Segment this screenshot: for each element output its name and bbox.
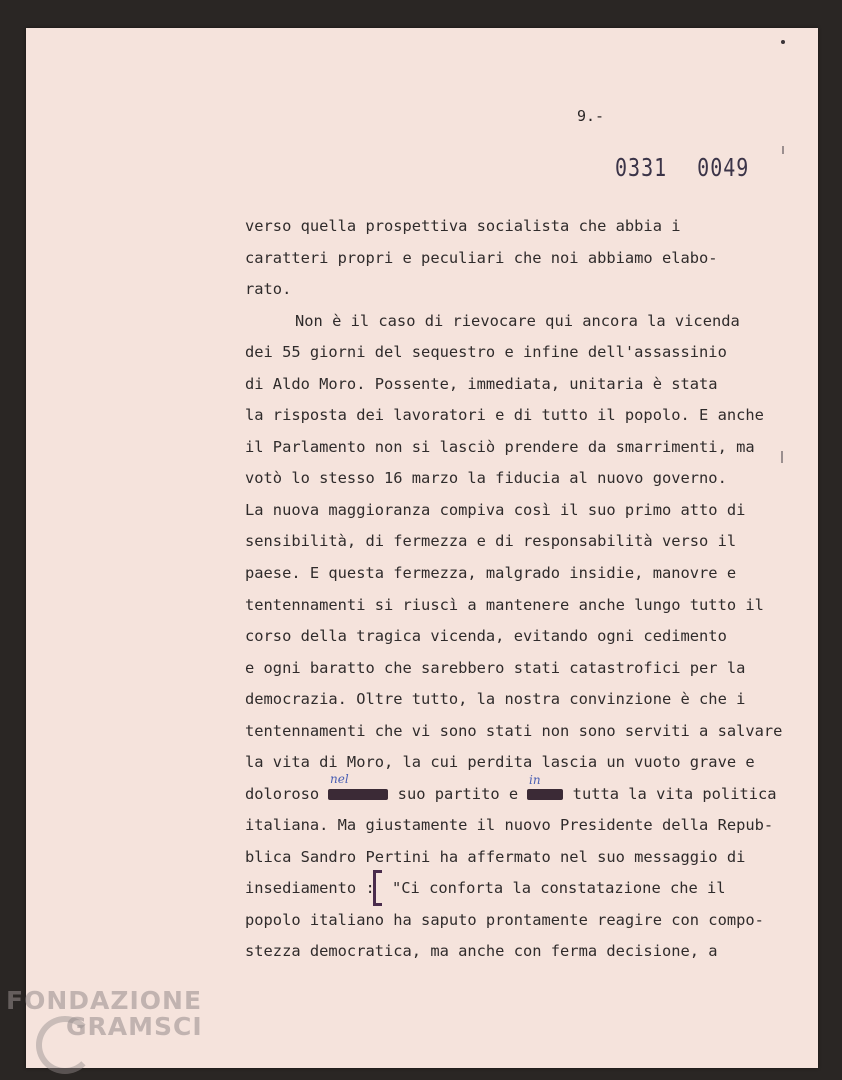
watermark-line: FONDAZIONE [6, 986, 203, 1015]
text-line: di Aldo Moro. Possente, immediata, unitaria è stata [245, 375, 718, 393]
text-line: sensibilità, di fermezza e di responsabilità verso il [245, 532, 737, 550]
handwritten-correction: in [529, 773, 541, 787]
archive-code-part: 0049 [697, 152, 750, 182]
text-line: dei 55 giorni del sequestro e infine dell'assassinio [245, 343, 727, 361]
redaction-mark [328, 789, 388, 800]
text-line: il Parlamento non si lasciò prendere da smarrimenti, ma [245, 438, 755, 456]
text-segment: "Ci conforta la constatazione che il [392, 879, 726, 897]
text-line: caratteri propri e peculiari che noi abbiamo elabo- [245, 249, 718, 267]
text-line: Non è il caso di rievocare qui ancora la vicenda [295, 312, 740, 330]
text-line: democrazia. Oltre tutto, la nostra convinzione è che i [245, 690, 746, 708]
page-number: 9.- [577, 107, 605, 125]
text-segment: tutta la vita politica [563, 785, 777, 803]
text-segment: suo partito e [388, 785, 528, 803]
archive-code-part: 0331 [615, 152, 668, 182]
text-line [245, 784, 777, 804]
text-line: popolo italiano ha saputo prontamente reagire con compo- [245, 911, 764, 929]
text-line: tentennamenti si riuscì a mantenere anche lungo tutto il [245, 596, 764, 614]
watermark [6, 988, 203, 1040]
text-line: paese. E questa fermezza, malgrado insidie, manovre e [245, 564, 737, 582]
text-line: blica Sandro Pertini ha affermato nel suo messaggio di [245, 848, 746, 866]
text-line: la risposta dei lavoratori e di tutto il popolo. E anche [245, 406, 764, 424]
pencil-mark [782, 146, 784, 154]
ink-speck [781, 40, 785, 44]
text-line: e ogni baratto che sarebbero stati catastrofici per la [245, 659, 746, 677]
text-line: La nuova maggioranza compiva così il suo primo atto di [245, 501, 746, 519]
text-line: verso quella prospettiva socialista che abbia i [245, 217, 681, 235]
text-line [245, 878, 726, 898]
text-line: rato. [245, 280, 292, 298]
handwritten-correction: nel [330, 772, 349, 786]
text-line: stezza democratica, ma anche con ferma decisione, a [245, 942, 718, 960]
text-line: italiana. Ma giustamente il nuovo Presidente della Repub- [245, 816, 774, 834]
text-line: la vita di Moro, la cui perdita lascia un vuoto grave e [245, 753, 755, 771]
text-line: votò lo stesso 16 marzo la fiducia al nuovo governo. [245, 469, 727, 487]
archive-stamp [615, 152, 779, 182]
text-line: tentennamenti che vi sono stati non sono serviti a salvare [245, 722, 783, 740]
watermark-line: GRAMSCI [66, 1012, 203, 1041]
pencil-mark [781, 451, 783, 463]
redaction-mark [527, 789, 563, 800]
text-segment: doloroso [245, 785, 329, 803]
text-line: corso della tragica vicenda, evitando ogni cedimento [245, 627, 727, 645]
text-segment: insediamento : [245, 879, 384, 897]
